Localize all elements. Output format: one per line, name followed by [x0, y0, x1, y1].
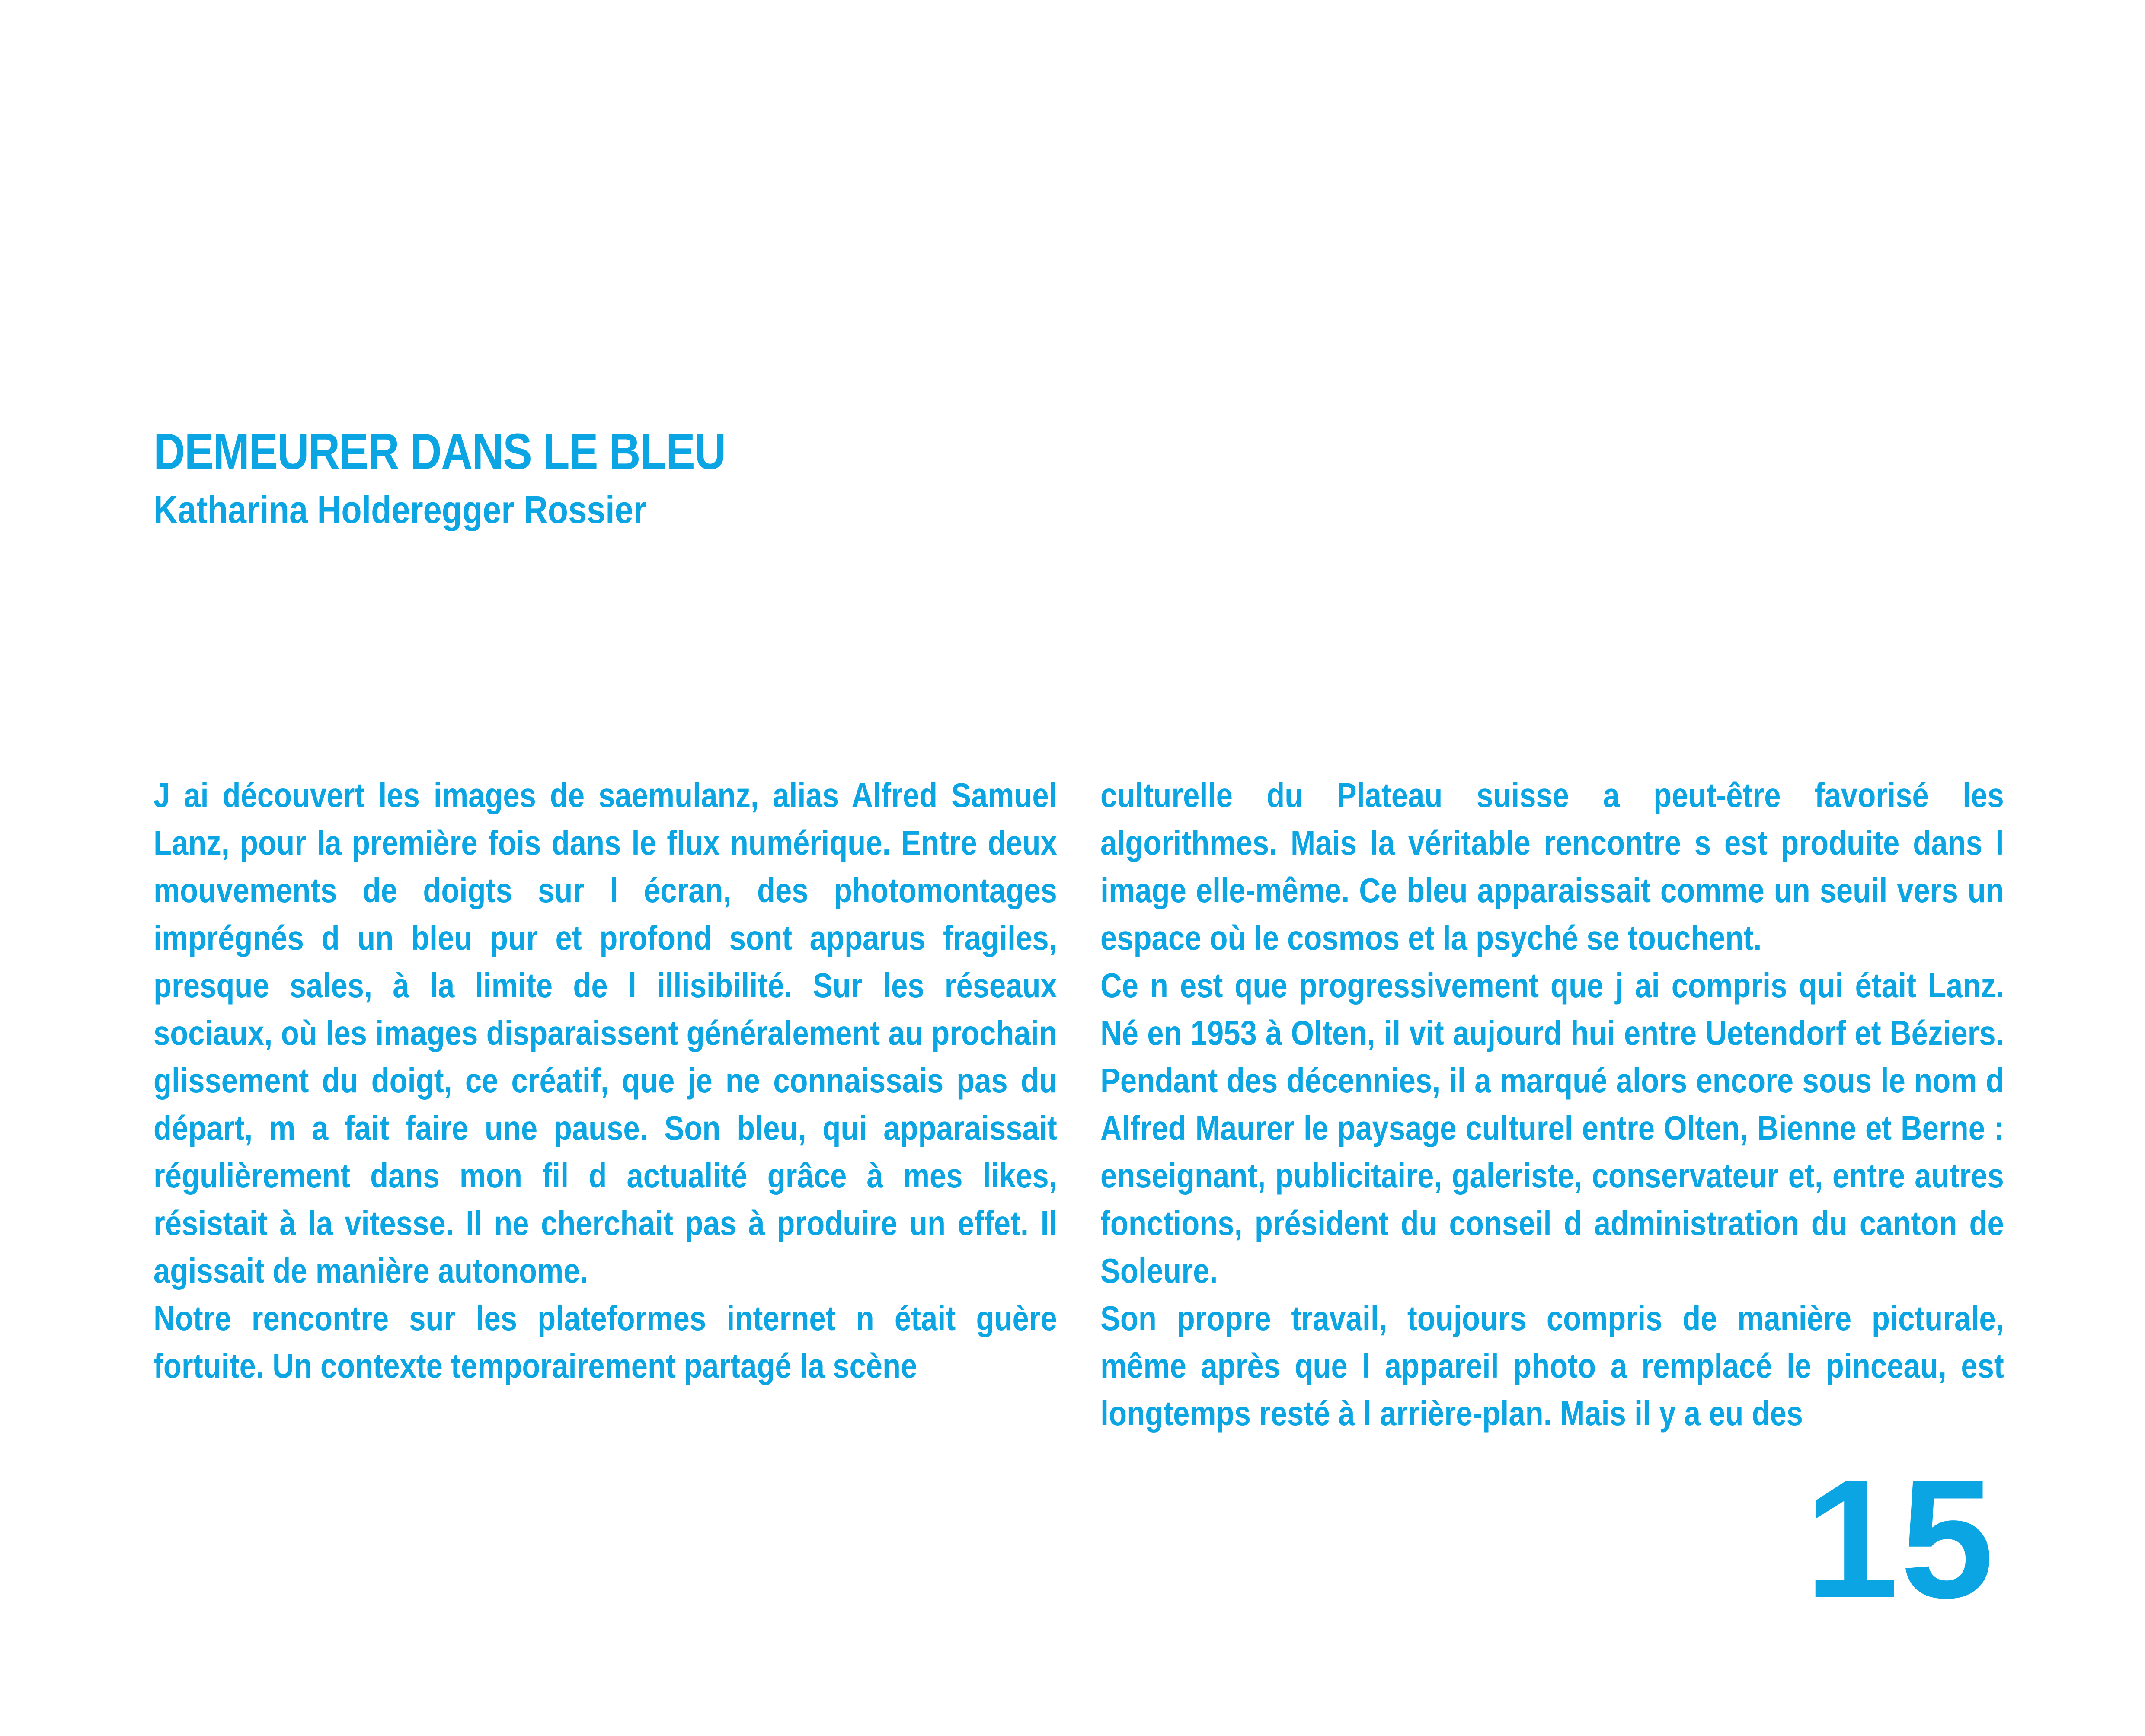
page-number: 15 — [1805, 1445, 1996, 1633]
paragraph: Son propre travail, toujours compris de manière picturale, même après que l appareil photo a remplacé le pinceau, est longtemps resté à l arrière-plan. Mais il y a eu des — [1100, 1299, 2004, 1433]
text-column-left — [153, 772, 1057, 1390]
article-author: Katharina Holderegger Rossier — [153, 488, 646, 532]
paragraph: culturelle du Plateau suisse a peut-être favorisé les algorithmes. Mais la véritable rencontre s est produite dans l image elle-même. Ce bleu apparaissait comme un seuil vers un espace où le cosmos et la psyché se touchent. — [1100, 776, 2004, 957]
article-title: DEMEURER DANS LE BLEU — [153, 423, 726, 480]
paragraph: Notre rencontre sur les plateformes internet n était guère fortuite. Un contexte temporairement partagé la scène — [153, 1299, 1057, 1385]
paragraph: J ai découvert les images de saemulanz, alias Alfred Samuel Lanz, pour la première fois dans le flux numérique. Entre deux mouvements de doigts sur l écran, des photomontages imprégnés d un bleu pur et profond sont apparus fragiles, presque sales, à la limite de l illisibilité. Sur les réseaux sociaux, où les images disparaissent généralement au prochain glissement du doigt, ce créatif, que je ne connaissais pas du départ, m a fait faire une pause. Son bleu, qui apparaissait régulièrement dans mon fil d actualité grâce à mes likes, résistait à la vitesse. Il ne cherchait pas à produire un effet. Il agissait de manière autonome. — [153, 776, 1057, 1290]
text-column-right — [1100, 772, 2004, 1437]
paragraph: Ce n est que progressivement que j ai compris qui était Lanz. Né en 1953 à Olten, il vit aujourd hui entre Uetendorf et Béziers. Pendant des décennies, il a marqué alors encore sous le nom d Alfred Maurer le paysage culturel entre Olten, Bienne et Berne : enseignant, publicitaire, galeriste, conservateur et, entre autres fonctions, président du conseil d administration du canton de Soleure. — [1100, 966, 2004, 1290]
